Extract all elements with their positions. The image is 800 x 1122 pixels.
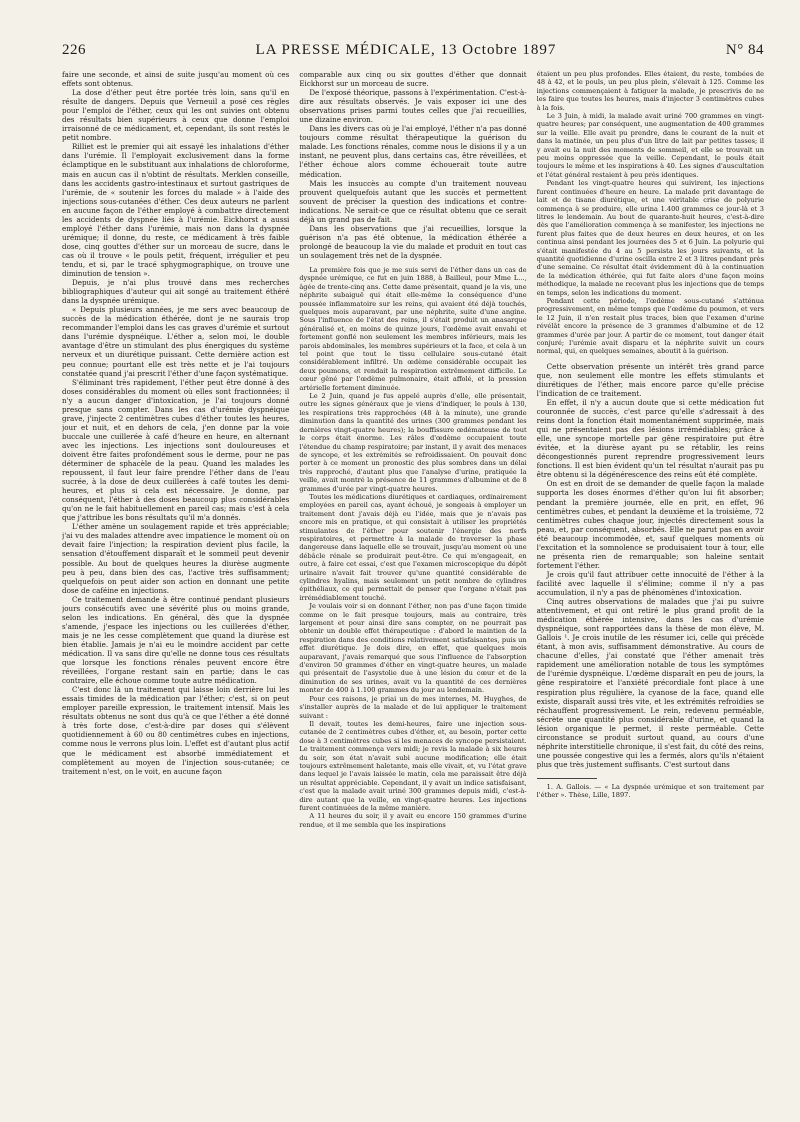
paragraph: Dans les observations que j'ai recueillies, lorsque la guérison n'a pas été obtenue, la médication éthérée a prolongé de beaucoup la vie du malade et produit en tout cas un soulagement très net de la dyspnée. xyxy=(299,223,527,260)
paragraph: S'éliminant très rapidement, l'éther peut être donné à des doses considérables du moment où elles sont fractionnées; il n'y a aucun danger d'intoxication, je l'ai toujours donné presque sans compter. Dans les cas d'urémie dyspnéique grave, j'injecte 2 centimètres cubes d'éther toutes les heures, jour et nuit, et en dehors de cela, j'en donne par la voie buccale une cuillerée à café d'heure en heure, en alternant avec les injections. Les injections sont douloureuses et doivent être faites profondément sous le derme, pour ne pas déterminer de sphacèle de la peau. Quand les malades les repoussent, il faut leur faire prendre l'éther dans de l'eau sucrée, à la dose de deux cuillerées à café toutes les demi-heures, et plus si cela est nécessaire. Je donne, par conséquent, l'éther à des doses beaucoup plus considérables qu'on ne le fait habituellement en pareil cas; mais c'est à cela que j'attribue les bons résultats qu'il m'a donnés. xyxy=(62,377,290,523)
paragraph: étaient un peu plus profondes. Elles étaient, du reste, tombées de 48 à 42, et le pouls, un peu plus plein, s'élevait à 125. Comme les injections commençaient à fatiguer la malade, je prescrivis de ne les faire que toutes les heures, mais d'injecter 3 centimètres cubes à la fois. xyxy=(536,70,764,112)
article-body xyxy=(62,70,764,1108)
paragraph: Cinq autres observations de malades que j'ai pu suivre attentivement, et qui ont retiré le plus grand profit de la médication éthérée intensive, dans les cas d'urémie dyspnéique, sont rapportées dans la thèse de mon élève, M. Gallois ¹. Je crois inutile de les résumer ici, celle qui précède étant, à mon avis, suffisamment démonstrative. Au cours de chacune d'elles, j'ai constaté que l'éther amenait très rapidement une amélioration notable de tous les symptômes de l'urémie dyspnéique. L'œdème disparaît en peu de jours, la gêne respiratoire et l'anxiété précordiale font place à une respiration plus régulière, la cyanose de la face, quand elle existe, disparaît aussi très vite, et les extrémités refroidies se réchauffent progressivement. Le rein, redevenu perméable, sécrète une quantité plus considérable d'urine, et quand la lésion organique le permet, il reste perméable. Cette circonstance se produit surtout quand, au cours d'une néphrite interstitielle chronique, il s'est fait, du côté des reins, une poussée congestive qui les a fermés, alors qu'ils n'étaient plus que très justement suffisants. C'est surtout dans xyxy=(536,597,764,769)
footnote: 1. A. Gallois. — « La dyspnée urémique et son traitement par l'éther ». Thèse, Lille, 1897. xyxy=(536,782,764,800)
paragraph: Pendant les vingt-quatre heures qui suivirent, les injections furent continuées d'heure en heure. La malade prit davantage de lait et de tisane diurétique, et une véritable crise de polyurie commença à se produire, elle urina 1.400 grammes ce jour-là et 3 litres le lendemain. Au bout de quarante-huit heures, c'est-à-dire dès que l'amélioration commença à se manifester, les injections ne furent plus faites que de deux heures en deux heures, et on les continua ainsi pendant les journées des 5 et 6 Juin. La polyurie qui s'était manifestée du 4 au 5 persista les jours suivants, et la quantité quotidienne d'urine oscilla entre 2 et 3 litres pendant près d'une semaine. Ce résultat était évidemment dû à la continuation de la médication éthérée, qui fut faite alors d'une façon moins méthodique, la malade ne recevant plus les injections que de temps en temps, selon les indications du moment. xyxy=(536,179,764,297)
paragraph: De l'exposé théorique, passons à l'expérimentation. C'est-à-dire aux résultats observés. Je vais exposer ici une des observations prises parmi toutes celles que j'ai recueillies, une dizaine environ. xyxy=(299,88,527,125)
paragraph: En effet, il n'y a aucun doute que si cette médication fut couronnée de succès, c'est parce qu'elle s'adressait à des reins dont la fonction était momentanément supprimée, mais qui ne présentaient pas des lésions irrémédiables; grâce à elle, une syncope mortelle par gêne respiratoire put être évitée, et la diurèse ayant pu se rétablir, les reins décongestionnés purent reprendre progressivement leurs fonctions. Il est bien évident qu'un tel résultat n'aurait pas pu être obtenu si la dégénérescence des reins eût été complète. xyxy=(536,398,764,480)
paragraph: « Depuis plusieurs années, je me sers avec beaucoup de succès de la médication éthérée, dont je ne saurais trop recommander l'emploi dans les cas graves d'urémie et surtout dans l'urémie dyspnéique. L'éther a, selon moi, le double avantage d'être un stimulant des plus énergiques du système nerveux et un diurétique puissant. Cette dernière action est peu connue; pourtant elle est très nette et je l'ai toujours constatée quand j'ai prescrit l'éther d'une façon systématique. xyxy=(62,305,290,378)
journal-title: LA PRESSE MÉDICALE, 13 Octobre 1897 xyxy=(255,42,557,58)
paragraph: Dans les divers cas où je l'ai employé, l'éther n'a pas donné toujours comme résultat thérapeutique la guérison du malade. Les fonctions rénales, comme nous le disions il y a un instant, ne peuvent plus, dans certains cas, être réveillées, et l'éther échoue alors comme échouerait toute autre médication. xyxy=(299,124,527,179)
paragraph: Cette observation présente un intérêt très grand parce que, non seulement elle montre les effets stimulants et diurétiques de l'éther, mais encore parce qu'elle précise l'indication de ce traitement. xyxy=(536,361,764,398)
footnote-rule xyxy=(537,778,597,779)
paragraph: La dose d'éther peut être portée très loin, sans qu'il en résulte de dangers. Depuis que Verneuil a posé ces règles pour l'emploi de l'éther, ceux qui les ont suivies ont obtenu des résultats bien supérieurs à ceux que donne l'emploi irraisonné de ce médicament, et, cependant, ils sont restés le petit nombre. xyxy=(62,88,290,143)
paragraph: Je crois qu'il faut attribuer cette innocuité de l'éther à la facilité avec laquelle il s'élimine; comme il n'y a pas accumulation, il n'y a pas de phénomènes d'intoxication. xyxy=(536,569,764,597)
paragraph: Il devait, toutes les demi-heures, faire une injection sous-cutanée de 2 centimètres cubes d'éther, et, au besoin, porter cette dose à 3 centimètres cubes si les menaces de syncope persistaient. Le traitement commença vers midi; je revis la malade à six heures du soir, son état n'avait subi aucune modification; elle était toujours extrêmement haletante, mais elle vivait, et, vu l'état grave dans lequel je l'avais laissée le matin, cela me paraissait être déjà un résultat appréciable. Cependant, il y avait un indice satisfaisant, c'est que la malade avait uriné 300 grammes depuis midi, c'est-à-dire autant que la veille, en vingt-quatre heures. Les injections furent continuées de la même manière. xyxy=(299,719,527,812)
paragraph: Pour ces raisons, je priai un de mes internes, M. Huyghes, de s'installer auprès de la malade et de lui appliquer le traitement suivant : xyxy=(299,694,527,720)
paragraph: faire une seconde, et ainsi de suite jusqu'au moment où ces effets sont obtenus. xyxy=(62,70,290,89)
paragraph: Le 3 Juin, à midi, la malade avait uriné 700 grammes en vingt-quatre heures; par conséquent, une augmentation de 400 grammes sur la veille. Elle avait pu prendre, dans le courant de la nuit et dans la matinée, un peu plus d'un litre de lait par petites tasses; il y avait eu la nuit des moments de sommeil, et elle se trouvait un peu moins oppressée que la veille. Cependant, le pouls était toujours le même et les inspirations à 40. Les signes d'auscultation et l'état général restaient à peu près identiques. xyxy=(536,112,764,179)
paragraph: Je voulais voir si en donnant l'éther, non pas d'une façon timide comme on le fait presque toujours, mais au contraire, très largement et pour ainsi dire sans compter, on ne pourrait pas obtenir un double effet thérapeutique : d'abord le maintien de la respiration dans des conditions relativement satisfaisantes, puis un effet diurétique. Je dois dire, en effet, que quelques mois auparavant, j'avais remarqué que sous l'influence de l'absorption d'environ 50 grammes d'éther en vingt-quatre heures, un malade qui présentait de l'asystolie due à une lésion du cœur et de la diminution de ses urines, avait vu la quantité de ces dernières monter de 400 à 1.100 grammes du jour au lendemain. xyxy=(299,602,527,695)
paragraph: La première fois que je me suis servi de l'éther dans un cas de dyspnée urémique, ce fut en juin 1888, à Bailleul, pour Mme L..., âgée de trente-cinq ans. Cette dame présentait, quand je la vis, une néphrite subaiguë qui était elle-même la conséquence d'une poussée inflammatoire sur les reins, qui avaient été déjà touchés, quelques mois auparavant, par une néphrite, suite d'une angine. Sous l'influence de l'état des reins, il s'était produit un anasarque généralisé et, en moins de quinze jours, l'œdème avait envahi et fortement gonflé non seulement les membres inférieurs, mais les parois abdominales, les membres supérieurs et la face, et cela à un tel point que tout le tissu cellulaire sous-cutané était considérablement infiltré. Un œdème considérable occupait les deux poumons, et rendait la respiration extrêmement difficile. Le cœur gêné par l'œdème pulmonaire, était affolé, et la pression artérielle fortement diminuée. xyxy=(299,265,527,392)
issue-number: N° 84 xyxy=(725,42,764,58)
paragraph: comparable aux cinq ou six gouttes d'éther que donnait Eickhorst sur un morceau de sucre. xyxy=(299,70,527,89)
paragraph: Rilliet est le premier qui ait essayé les inhalations d'éther dans l'urémie. Il l'employait exclusivement dans la forme éclamptique en le substituant aux inhalations de chloroforme, mais en aucun cas il n'obtint de résultats. Merklen conseille, dans les accidents gastro-intestinaux et surtout gastriques de l'urémie, de « soutenir les forces du malade » à l'aide des injections sous-cutanées d'éther. Ces deux auteurs ne parlent en aucune façon de l'éther employé à combattre directement les accidents de dyspnée liés à l'urémie. Eickhorst a aussi employé l'éther dans l'urémie, mais non dans la dyspnée urémique; il donne, du reste, ce médicament à très faible dose, cinq gouttes d'éther sur un morceau de sucre, dans le cas où il trouve « le pouls petit, fréquent, irrégulier et peu tendu, et si, par le tracé sphygmographique, on trouve une diminution de tension ». xyxy=(62,142,290,279)
text-column-left xyxy=(62,70,289,1108)
paragraph: Mais les insuccès au compte d'un traitement nouveau prouvent quelquefois autant que les succès et permettent souvent de préciser la question des indications et contre-indications. Ne serait-ce que ce résultat obtenu que ce serait déjà un grand pas de fait. xyxy=(299,178,527,224)
paragraph: On est en droit de se demander de quelle façon la malade supporta les doses énormes d'éther qu'on lui fit absorber; pendant la première journée, elle en prit, en effet, 96 centimètres cubes, et pendant la deuxième et la troisième, 72 centimètres cubes chaque jour, injectés directement sous la peau, et, par conséquent, absorbés. Elle ne parut pas en avoir été beaucoup incommodée, et, sauf quelques moments où l'excitation et la somnolence se produisaient tour à tour, elle ne présenta rien de remarquable; son haleine sentait fortement l'éther. xyxy=(536,479,764,570)
paragraph: Depuis, je n'ai plus trouvé dans mes recherches bibliographiques d'auteur qui ait songé au traitement éthéré dans la dyspnée urémique. xyxy=(62,278,290,306)
text-column-middle xyxy=(299,70,526,1108)
paragraph: Le 2 Juin, quand je fus appelé auprès d'elle, elle présentait, outre les signes généraux que je viens d'indiquer, le pouls à 130, les respirations très rapprochées (48 à la minute), une grande diminution dans la quantité des urines (300 grammes pendant les dernières vingt-quatre heures); la bouffissure œdémateuse de tout le corps était énorme. Les râles d'œdème occupaient toute l'étendue du champ respiratoire; par instant, il y avait des menaces de syncope, et les extrémités se refroidissaient. On pouvait donc porter à ce moment un pronostic des plus sombres dans un délai très rapproché, d'autant plus que l'analyse d'urine, pratiquée la veille, avait montré la présence de 11 grammes d'albumine et de 8 grammes d'urée par vingt-quatre heures. xyxy=(299,392,527,493)
page-number: 226 xyxy=(62,42,86,58)
paragraph: Pendant cette période, l'œdème sous-cutané s'atténua progressivement, en même temps que l'œdème du poumon, et vers le 12 Juin, il n'en restait plus traces, bien que l'examen d'urine révélât encore la présence de 3 grammes d'albumine et de 12 grammes d'urée par jour. A partir de ce moment, tout danger était conjuré; l'urémie avait disparu et la néphrite suivit un cours normal, qui, en quelques semaines, aboutit à la guérison. xyxy=(536,296,764,356)
page-header xyxy=(62,42,764,60)
paragraph: C'est donc là un traitement qui laisse loin derrière lui les essais timides de la médication par l'éther; c'est, si on peut employer pareille expression, le traitement intensif. Mais les résultats obtenus ne sont dus qu'à ce que l'éther a été donné à très forte dose, c'est-à-dire par doses qui s'élèvent quotidiennement à 60 ou 80 centimètres cubes en injections, comme nous le verrons plus loin. L'effet est d'autant plus actif que le médicament est absorbé immédiatement et complètement au moyen de l'injection sous-cutanée; ce traitement n'est, on le voit, en aucune façon xyxy=(62,685,290,776)
paragraph: L'éther amène un soulagement rapide et très appréciable; j'ai vu des malades attendre avec impatience le moment où on devait faire l'injection; la respiration devient plus facile, la sensation d'étouffement disparaît et le sommeil peut devenir possible. Au bout de quelques heures la diurèse augmente peu à peu, dans bien des cas, l'active très suffisamment; quelquefois on peut aider son action en donnant une petite dose de caféine en injections. xyxy=(62,522,290,595)
paragraph: Ce traitement demande à être continué pendant plusieurs jours consécutifs avec une sévérité plus ou moins grande, selon les indications. En général, dès que la dyspnée s'amende, j'espace les injections ou les cuillerées d'éther, mais je ne les cesse complètement que quand la diurèse est bien établie. Jamais je n'ai eu le moindre accident par cette médication. Il va sans dire qu'elle ne donne tous ces résultats que lorsque les fonctions rénales peuvent encore être réveillées, l'organe restant sain en partie; dans le cas contraire, elle échoue comme toute autre médication. xyxy=(62,594,290,686)
paragraph: A 11 heures du soir, il y avait eu encore 150 grammes d'urine rendue, et il me sembla que les inspirations xyxy=(299,812,527,829)
paragraph: Toutes les médications diurétiques et cardiaques, ordinairement employées en pareil cas, ayant échoué, je songeais à employer un traitement dont j'avais déjà eu l'idée, mais que je n'avais pas encore mis en pratique, et qui consistait à utiliser les propriétés stimulantes de l'éther pour soutenir l'énergie des nerfs respiratoires, et permettre à la malade de traverser la phase dangereuse dans laquelle elle se trouvait, jusqu'au moment où une débâcle rénale se produirait peut-être. Ce qui m'engageait, en outre, à faire cet essai, c'est que l'examen microscopique du dépôt urinaire n'avait fait trouver qu'une quantité considérable de cylindres hyalins, mais seulement un petit nombre de cylindres épithéliaux, ce qui permettait de penser que l'organe n'était pas irrémédiablement touché. xyxy=(299,492,527,602)
text-column-right xyxy=(537,70,764,1108)
